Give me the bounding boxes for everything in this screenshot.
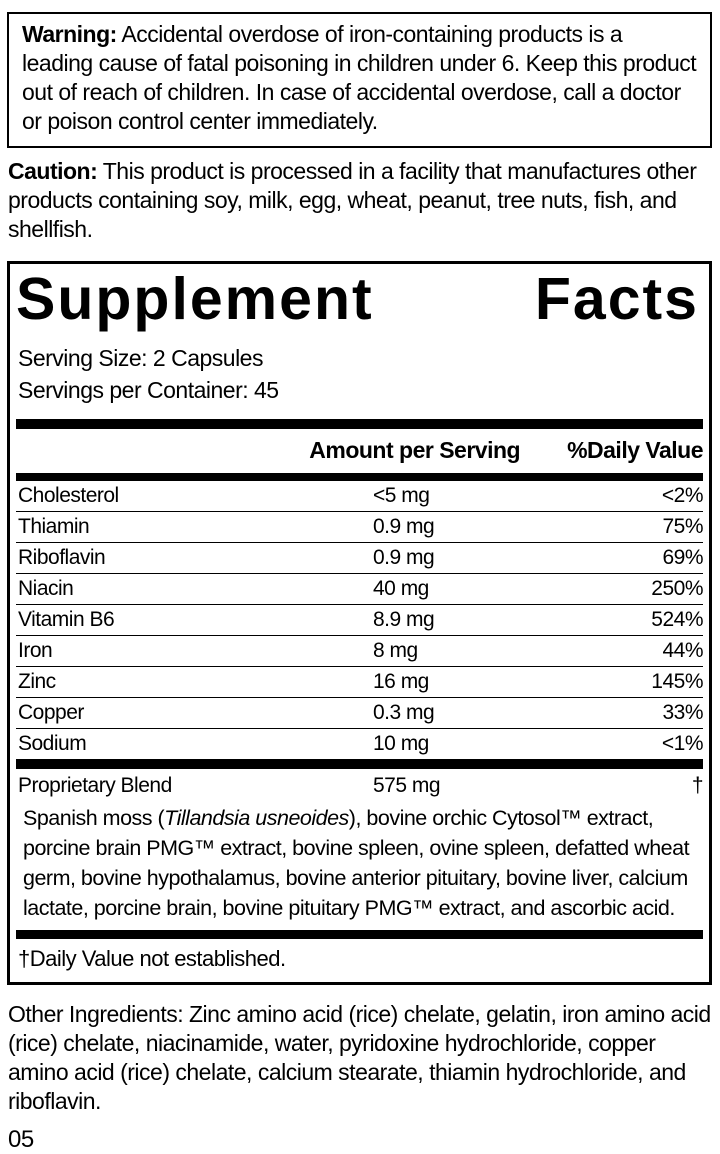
nutrient-amount: 0.3 mg bbox=[373, 700, 435, 724]
caution-label: Caution: bbox=[8, 158, 98, 184]
nutrient-name: Cholesterol bbox=[18, 483, 119, 507]
table-row bbox=[16, 512, 703, 543]
nutrient-name: Niacin bbox=[18, 576, 74, 600]
caution-text: This product is processed in a facility that manufactures other products containing soy, milk, egg, wheat, peanut, tree nuts, fish, and shellfish. bbox=[8, 158, 697, 242]
nutrient-name: Zinc bbox=[18, 669, 56, 693]
servings-per-container: Servings per Container: 45 bbox=[18, 376, 279, 403]
table-row bbox=[16, 698, 703, 729]
nutrient-name: Riboflavin bbox=[18, 545, 106, 569]
nutrient-dv: 33% bbox=[662, 700, 703, 724]
caution-paragraph bbox=[8, 157, 712, 244]
nutrient-amount: 0.9 mg bbox=[373, 545, 435, 569]
nutrient-dv: 69% bbox=[662, 545, 703, 569]
warning-paragraph bbox=[22, 20, 697, 136]
nutrient-name: Thiamin bbox=[18, 514, 90, 538]
blend-desc-suffix: ), bovine orchic Cytosol™ extract, porcine brain PMG™ extract, bovine spleen, ovine spleen, defatted wheat germ, bovine hypothalamus, bovine anterior pituitary, bovine liver, calcium lactate, porcine brain, bovine pituitary PMG™ extract, and ascorbic acid. bbox=[23, 805, 690, 920]
daily-value-footnote: †Daily Value not established. bbox=[18, 945, 286, 971]
warning-label: Warning: bbox=[22, 21, 117, 47]
blend-desc-prefix: Spanish moss ( bbox=[23, 805, 165, 830]
serving-size: Serving Size: 2 Capsules bbox=[18, 344, 263, 371]
nutrient-amount: 40 mg bbox=[373, 576, 429, 600]
blend-amount: 575 mg bbox=[373, 773, 441, 797]
nutrient-dv: 250% bbox=[651, 576, 703, 600]
table-row bbox=[16, 543, 703, 574]
nutrient-amount: 0.9 mg bbox=[373, 514, 435, 538]
nutrient-dv: 75% bbox=[662, 514, 703, 538]
nutrient-dv: <2% bbox=[661, 483, 703, 507]
table-row bbox=[16, 481, 703, 512]
nutrient-amount: 8.9 mg bbox=[373, 607, 435, 631]
column-header-daily-value: %Daily Value bbox=[567, 436, 703, 463]
proprietary-blend-row bbox=[16, 769, 703, 803]
warning-text: Accidental overdose of iron-containing products is a leading cause of fatal poisoning in children under 6. Keep this product out of reach of children. In case of accidental overdose, call a doctor or poison control center immediately. bbox=[22, 21, 697, 134]
other-ingredients: Other Ingredients: Zinc amino acid (rice) chelate, gelatin, iron amino acid (rice) chelate, niacinamide, water, pyridoxine hydrochloride, copper amino acid (rice) chelate, calcium stearate, thiamin hydrochloride, and riboflavin. bbox=[8, 1000, 711, 1114]
blend-desc-species: Tillandsia usneoides bbox=[164, 805, 349, 830]
nutrient-amount: <5 mg bbox=[373, 483, 430, 507]
thick-divider bbox=[16, 930, 703, 939]
facts-title-word-1: Supplement bbox=[16, 266, 374, 332]
thick-divider bbox=[16, 419, 703, 429]
nutrient-name: Sodium bbox=[18, 731, 87, 755]
medium-divider bbox=[16, 473, 703, 481]
table-row bbox=[16, 729, 703, 759]
table-row bbox=[16, 574, 703, 605]
nutrient-dv: 44% bbox=[662, 638, 703, 662]
facts-column-headers bbox=[16, 429, 703, 473]
table-row bbox=[16, 667, 703, 698]
nutrient-name: Iron bbox=[18, 638, 53, 662]
nutrient-dv: 524% bbox=[651, 607, 703, 631]
nutrient-table bbox=[16, 481, 703, 759]
label-code: 05 bbox=[8, 1125, 34, 1153]
supplement-facts-panel bbox=[7, 261, 712, 985]
nutrient-name: Vitamin B6 bbox=[18, 607, 115, 631]
column-header-amount: Amount per Serving bbox=[309, 436, 521, 463]
table-row bbox=[16, 605, 703, 636]
nutrient-amount: 16 mg bbox=[373, 669, 429, 693]
blend-name: Proprietary Blend bbox=[18, 773, 172, 797]
blend-description bbox=[23, 803, 703, 923]
nutrient-dv: 145% bbox=[651, 669, 703, 693]
nutrient-amount: 10 mg bbox=[373, 731, 429, 755]
table-row bbox=[16, 636, 703, 667]
facts-title-word-2: Facts bbox=[534, 266, 699, 332]
facts-title bbox=[16, 268, 699, 332]
warning-box bbox=[7, 12, 712, 148]
thick-divider bbox=[16, 759, 703, 769]
nutrient-amount: 8 mg bbox=[373, 638, 418, 662]
nutrient-name: Copper bbox=[18, 700, 84, 724]
nutrient-dv: <1% bbox=[661, 731, 703, 755]
blend-dv-dagger: † bbox=[691, 773, 703, 797]
